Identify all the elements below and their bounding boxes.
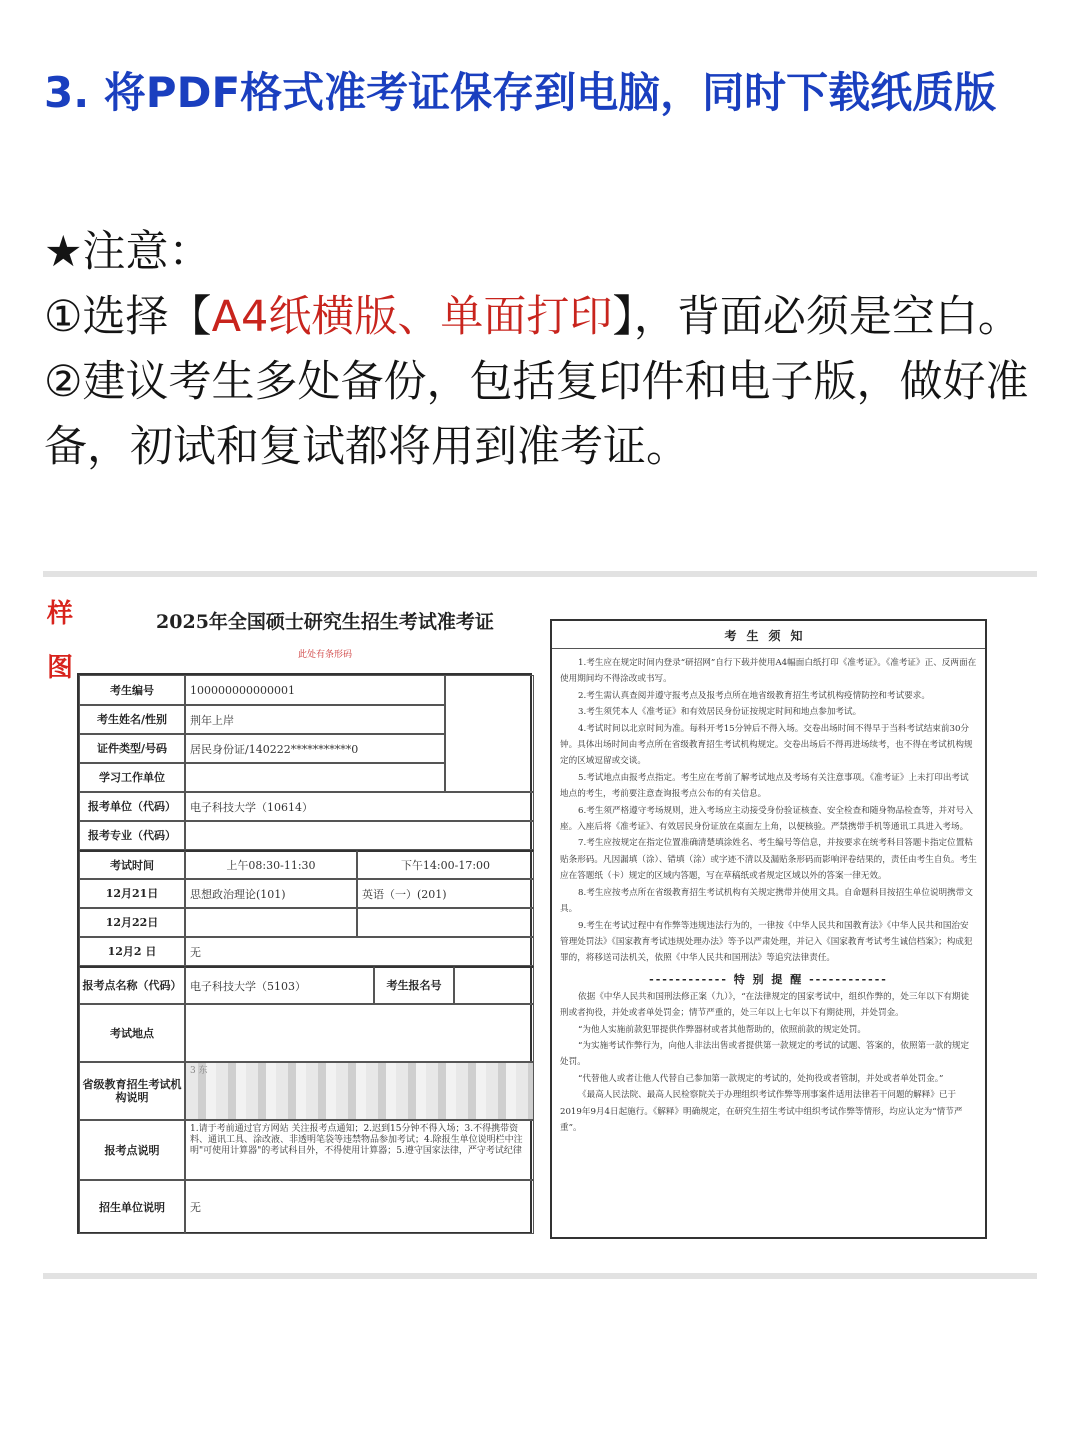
value-unit: [185, 763, 445, 792]
note-item-2: ②建议考生多处备份，包括复印件和电子版，做好准备，初试和复试都将用到准考证。: [44, 357, 1029, 472]
value-reg-no: [454, 966, 534, 1004]
value-day-2-am: [185, 908, 357, 937]
note-item-1: ①选择【A4纸横版、单面打印】，背面必须是空白。: [44, 292, 1021, 342]
special-item: “为实施考试作弊行为，向他人非法出售或者提供第一款规定的考试的试题、答案的，依照第一款的规定处罚。: [560, 1040, 970, 1068]
barcode-placeholder: 此处有条形码: [297, 650, 352, 660]
sample-stamp: 样图: [47, 599, 74, 683]
label-name: 考生姓名/性别: [79, 705, 185, 734]
special-reminder-title: ------------ 特 别 提 醒 ------------: [649, 972, 888, 986]
value-name: 荆年上岸: [185, 705, 445, 734]
notice-item: 7.考生应按规定在指定位置准确清楚填涂姓名、考生编号等信息，并按要求在统考科目答题卡指定位置粘贴条形码。凡因漏填（涂）、错填（涂）或字迹不清以及漏贴条形码而影响评卷结果的，责任由考生自负。考生应在答题纸（卡）规定的区域内答题，写在草稿纸或者规定区域以外的答案一律无效。: [560, 838, 977, 882]
label-reg-no: 考生报名号: [374, 966, 454, 1004]
special-item: 《最高人民法院、最高人民检察院关于办理组织考试作弊等刑事案件适用法律若干问题的解释》已于2019年9月4日起施行。《解释》明确规定，在研究生招生考试中组织考试作弊等情形，均应认定为“情节严重”。: [560, 1090, 963, 1133]
label-day-1: 12月21日: [79, 879, 185, 908]
special-item: 依据《中华人民共和国刑法修正案（九）》，“在法律规定的国家考试中，组织作弊的，处三年以下有期徒刑或者拘役，并处或者单处罚金；情节严重的，处三年以上七年以下有期徒刑，并处罚金。: [560, 991, 970, 1019]
notice-item: 4.考试时间以北京时间为准。每科开考15分钟后不得入场。交卷出场时间不得早于当科考试结束前30分钟。具体出场时间由考点所在省级教育招生考试机构规定。交卷出场后不得再进场续考，也不得在考试机构规定的区域逗留或交谈。: [560, 723, 973, 767]
note-title: ★注意：: [44, 227, 212, 277]
notice-title: 考生须知: [552, 621, 985, 649]
ticket-title: 2025年全国硕士研究生招生考试准考证: [156, 611, 494, 633]
notice-item: 6.考生须严格遵守考场规则，进入考场应主动接受身份验证核查、安全检查和随身物品检查等，并对号入座。入座后将《准考证》、有效居民身份证放在桌面左上角，以便核验。严禁携带手机等通讯工具进入考场。: [560, 805, 973, 833]
label-major: 报考专业（代码）: [79, 821, 185, 850]
label-venue: 考试地点: [79, 1004, 185, 1062]
notice-item: 3.考生须凭本人《准考证》和有效居民身份证按规定时间和地点参加考试。: [578, 707, 862, 718]
value-day-3: 无: [185, 937, 534, 966]
label-school-note: 招生单位说明: [79, 1180, 185, 1234]
value-day-2-pm: [357, 908, 534, 937]
value-site-name: 电子科技大学（5103）: [185, 966, 374, 1004]
notice-item: 2.考生需认真查阅并遵守报考点及报考点所在地省级教育招生考试机构疫情防控和考试要求。: [578, 690, 930, 701]
label-unit: 学习工作单位: [79, 763, 185, 792]
value-id: 居民身份证/140222***********0: [185, 734, 445, 763]
note-block: [44, 220, 1044, 480]
label-exam-time: 考试时间: [79, 850, 185, 879]
photo-area: [445, 675, 534, 792]
admission-ticket-table: [77, 673, 532, 1234]
sample-admission-ticket-image: [43, 571, 1037, 1279]
label-site-name: 报考点名称（代码）: [79, 966, 185, 1004]
value-provincial-blurred: 3 东: [185, 1062, 534, 1120]
exam-notice-panel: [550, 619, 987, 1239]
value-venue: [185, 1004, 534, 1062]
note-highlight: A4纸横版、单面打印: [211, 292, 613, 342]
value-major: [185, 821, 534, 850]
value-day-1-pm: 英语（一）(201): [357, 879, 534, 908]
value-school-note: 无: [185, 1180, 534, 1234]
value-exam-no: 100000000000001: [185, 675, 445, 705]
value-am: 上午08:30-11:30: [185, 850, 357, 879]
label-site-note: 报考点说明: [79, 1120, 185, 1180]
special-item: “为他人实施前款犯罪提供作弊器材或者其他帮助的，依照前款的规定处罚。: [578, 1024, 866, 1035]
notice-item: 8.考生应按考点所在省级教育招生考试机构有关规定携带并使用文具。自命题科目按招生单位说明携带文具。: [560, 887, 973, 915]
notice-item: 9.考生在考试过程中有作弊等违规违法行为的，一律按《中华人民共和国教育法》《中华人民共和国治安管理处罚法》《国家教育考试违规处理办法》等予以严肃处理，并记入《国家教育考试考生诚信档案》；构成犯罪的，将移送司法机关，依照《中华人民共和国刑法》等追究法律责任。: [560, 920, 973, 964]
label-day-3: 12月2 日: [79, 937, 185, 966]
page-heading: 3. 将PDF格式准考证保存到电脑，同时下载纸质版: [44, 68, 997, 117]
value-day-1-am: 思想政治理论(101): [185, 879, 357, 908]
label-exam-no: 考生编号: [79, 675, 185, 705]
notice-item: 5.考试地点由报考点指定。考生应在考前了解考试地点及考场有关注意事项。《准考证》上未打印出考试地点的考生，考前要注意查询报考点公布的有关信息。: [560, 772, 969, 800]
label-provincial: 省级教育招生考试机构说明: [79, 1062, 185, 1120]
label-apply: 报考单位（代码）: [79, 792, 185, 821]
notice-item: 1.考生应在规定时间内登录“研招网”自行下载并使用A4幅面白纸打印《准考证》。《准考证》正、反两面在使用期间均不得涂改或书写。: [560, 658, 977, 685]
label-day-2: 12月22日: [79, 908, 185, 937]
label-id: 证件类型/号码: [79, 734, 185, 763]
value-pm: 下午14:00-17:00: [357, 850, 534, 879]
special-item: “代替他人或者让他人代替自己参加第一款规定的考试的，处拘役或者管制，并处或者单处罚金。”: [578, 1073, 944, 1084]
value-apply: 电子科技大学（10614）: [185, 792, 534, 821]
value-site-note: 1.请于考前通过官方网站 关注报考点通知；2.迟到15分钟不得入场；3.不得携带资料、通讯工具、涂改液、非透明笔袋等违禁物品参加考试；4.除报生单位说明栏中注明"可使用计算器"的考试科目外，不得使用计算器；5.遵守国家法律，严守考试纪律: [185, 1120, 534, 1180]
